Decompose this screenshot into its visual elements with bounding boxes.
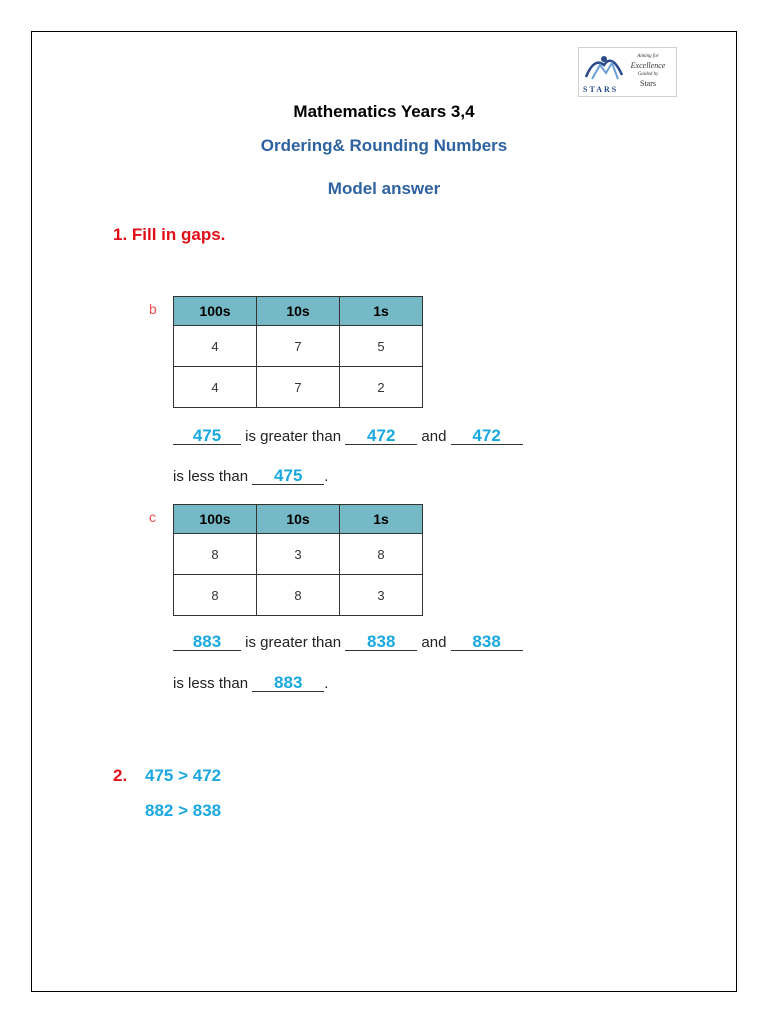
period: . [324,675,329,692]
text-greater: is greater than [245,634,342,651]
table-cell: 3 [257,534,340,575]
question-2-answer-1: 475 > 472 [145,766,222,785]
answer-blank: 883 [173,634,241,651]
logo-brand: STARS [583,85,619,94]
answer-blank: 838 [345,634,417,651]
answer-blank: 472 [345,428,417,445]
question-2-number: 2. [113,766,128,785]
period: . [324,468,329,485]
sentence-b-line-2 [173,468,328,485]
table-cell: 7 [257,326,340,367]
table-cell: 3 [340,575,423,616]
place-value-table-b [173,296,423,408]
logo-tagline-1: Aiming for [637,54,659,59]
table-header-cell: 1s [340,505,423,534]
text-and: and [421,634,447,651]
answer-blank: 883 [252,675,324,692]
stars-logo-icon [582,51,626,87]
answer-blank: 475 [173,428,241,445]
text-less: is less than [173,675,249,692]
table-row [174,326,423,367]
table-row [174,367,423,408]
table-header-cell: 10s [257,505,340,534]
logo-tagline-2: Excellence [630,61,666,70]
place-value-table-c [173,504,423,616]
table-cell: 8 [174,534,257,575]
table-cell: 7 [257,367,340,408]
answer-blank: 475 [252,468,324,485]
table-cell: 8 [257,575,340,616]
table-header-cell: 100s [174,297,257,326]
text-less: is less than [173,468,249,485]
question-1-heading: 1. Fill in gaps. [113,225,226,244]
table-cell: 8 [340,534,423,575]
table-cell: 5 [340,326,423,367]
sentence-c-line-1 [173,634,523,651]
table-header-cell: 10s [257,297,340,326]
logo-tagline-4: Stars [640,79,656,88]
part-b-letter: b [149,301,157,317]
logo-tagline-3: Guided by [637,72,659,77]
table-cell: 4 [174,367,257,408]
table-header-cell: 1s [340,297,423,326]
page-subtitle: Ordering& Rounding Numbers [260,136,508,155]
table-cell: 4 [174,326,257,367]
answer-blank: 472 [451,428,523,445]
table-row [174,534,423,575]
page-title: Mathematics Years 3,4 [293,102,475,121]
table-header-row [174,297,423,326]
table-header-cell: 100s [174,505,257,534]
table-cell: 8 [174,575,257,616]
answer-blank: 838 [451,634,523,651]
logo-tagline [624,52,672,88]
model-answer-label: Model answer [327,179,441,198]
sentence-c-line-2 [173,675,328,692]
text-greater: is greater than [245,428,342,445]
stars-logo [578,47,677,97]
table-cell: 2 [340,367,423,408]
part-c-letter: c [149,509,156,525]
sentence-b-line-1 [173,428,523,445]
table-header-row [174,505,423,534]
question-2-answer-2: 882 > 838 [145,801,222,820]
table-row [174,575,423,616]
text-and: and [421,428,447,445]
